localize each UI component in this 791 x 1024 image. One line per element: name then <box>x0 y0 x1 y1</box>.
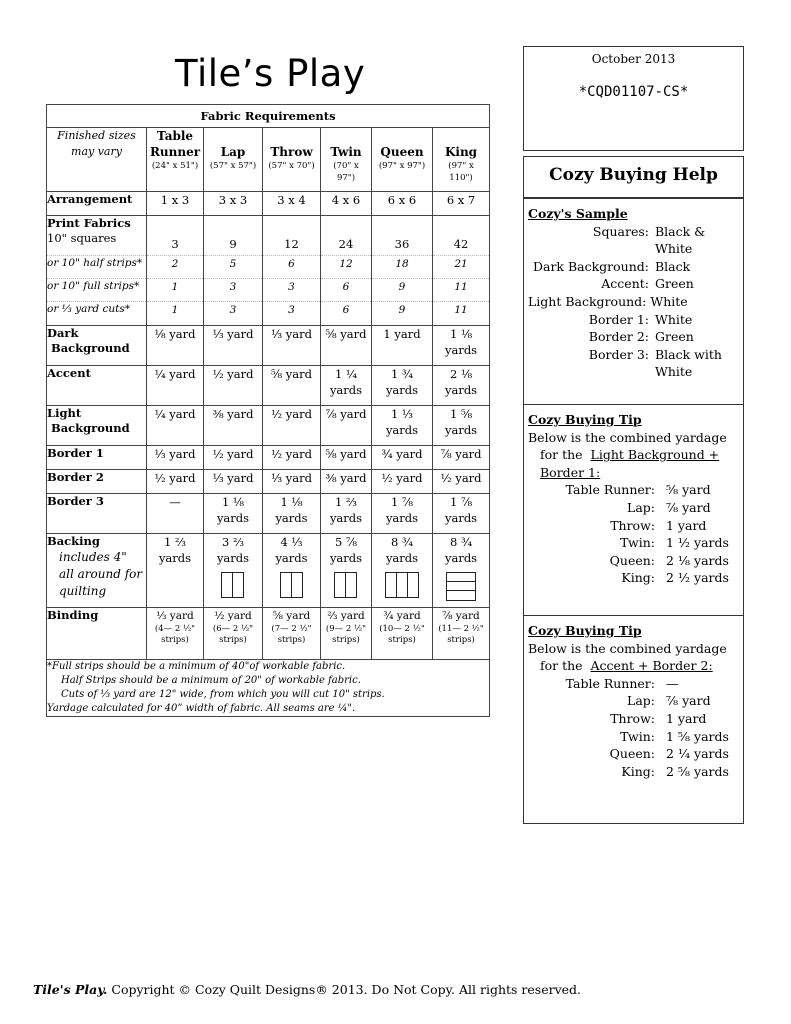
table-cell: 11 <box>433 302 490 326</box>
table-cell: 6 x 7 <box>433 192 490 216</box>
tip-item: Twin: 1 ½ yards <box>620 535 729 551</box>
section-heading: Cozy Buying Tip <box>528 623 642 638</box>
table-cell: 24 <box>321 216 372 256</box>
backing-panel-stack <box>446 572 476 601</box>
table-cell: 12 <box>263 216 321 256</box>
column-header-throw: Throw (57" x 70") <box>263 128 321 192</box>
backing-panel <box>345 572 357 598</box>
table-cell: 3 x 3 <box>204 192 263 216</box>
backing-panel-icon <box>372 572 432 598</box>
row-label: Binding <box>47 608 147 660</box>
table-cell: ¼ yard <box>147 406 204 446</box>
table-cell: ⅞ yard <box>321 406 372 446</box>
pattern-info-box <box>523 46 744 151</box>
backing-panel-icon <box>204 572 262 598</box>
row-label: Border 1 <box>47 446 147 470</box>
release-date: October 2013 <box>591 52 676 66</box>
table-cell: 8 ¾ yards <box>433 534 490 608</box>
table-cell: 1 ¼ yards <box>321 366 372 406</box>
table-cell: 1 ⅞ yards <box>433 494 490 534</box>
table-cell: 1 x 3 <box>147 192 204 216</box>
backing-panel-icon <box>433 572 489 601</box>
table-row-half-strips <box>47 256 490 279</box>
sample-item: Squares: Black & White <box>592 223 706 257</box>
table-cell: ¾ yard <box>372 446 433 470</box>
table-cell: 1 ¾ yards <box>372 366 433 406</box>
table-cell: 3 <box>204 302 263 326</box>
row-label: or 10" half strips* <box>47 256 147 279</box>
table-cell: 6 <box>321 279 372 302</box>
table-cell: 3 <box>204 279 263 302</box>
table-cell: ⅝ yard (7— 2 ½" strips) <box>263 608 321 660</box>
table-cell: ½ yard <box>372 470 433 494</box>
table-cell: 1 ⅛ yards <box>263 494 321 534</box>
table-cell: ¾ yard (10— 2 ½" strips) <box>372 608 433 660</box>
column-header-lap: Lap (57" x 57") <box>204 128 263 192</box>
table-cell: ⅓ yard <box>204 470 263 494</box>
column-header-table-runner: Table Runner (24" x 51") <box>147 128 204 192</box>
table-cell: 5 ⅞ yards <box>321 534 372 608</box>
table-row-border-3 <box>47 494 490 534</box>
row-label: Border 3 <box>47 494 147 534</box>
table-row-border-2 <box>47 470 490 494</box>
table-cell: 4 ⅓ yards <box>263 534 321 608</box>
sample-item: Dark Background: Black <box>532 258 691 274</box>
table-cell: 18 <box>372 256 433 279</box>
table-cell: 1 <box>147 302 204 326</box>
backing-panel-icon <box>263 572 320 598</box>
fabric-requirements-table <box>46 104 490 717</box>
table-footnotes: *Full strips should be a minimum of 40"of workable fabric. Half Strips should be a minimum of 20" of workable fabric. Cuts of ⅓ yard are 12" wide, from which you will cut 10" strips. Yardage calculated for 40” width of fabric. All seams are ¼". <box>47 660 490 717</box>
table-cell: 6 x 6 <box>372 192 433 216</box>
table-cell: 6 <box>321 302 372 326</box>
table-cell: 1 ⅔ yards <box>147 534 204 608</box>
tip-item: Table Runner: ⅝ yard <box>565 482 711 498</box>
row-label: Border 2 <box>47 470 147 494</box>
table-cell: 9 <box>204 216 263 256</box>
tip-item: Table Runner: — <box>565 675 679 691</box>
table-row-accent <box>47 366 490 406</box>
backing-panel <box>447 573 475 582</box>
table-row-border-1 <box>47 446 490 470</box>
table-cell: ½ yard <box>263 406 321 446</box>
table-cell: 21 <box>433 256 490 279</box>
table-row-backing <box>47 534 490 608</box>
table-row-light-background <box>47 406 490 446</box>
sample-item: Border 1: White <box>588 311 693 327</box>
backing-panel-icon <box>321 572 371 598</box>
cozy-sample-section <box>524 198 743 404</box>
row-label: Backing includes 4" all around for quilting <box>47 534 147 608</box>
section-heading: Cozy's Sample <box>528 206 628 221</box>
table-cell: 3 x 4 <box>263 192 321 216</box>
table-cell: 3 ⅔ yards <box>204 534 263 608</box>
table-cell: 5 <box>204 256 263 279</box>
table-cell: 9 <box>372 302 433 326</box>
table-cell: 2 <box>147 256 204 279</box>
row-label: Light Background <box>47 406 147 446</box>
row-label: Dark Background <box>47 326 147 366</box>
table-cell: 3 <box>263 302 321 326</box>
table-cell: 3 <box>147 216 204 256</box>
table-cell: 8 ¾ yards <box>372 534 433 608</box>
table-cell: ⅔ yard (9— 2 ½" strips) <box>321 608 372 660</box>
column-header-twin: Twin (70" x 97") <box>321 128 372 192</box>
backing-panel <box>291 572 303 598</box>
table-row-binding <box>47 608 490 660</box>
tip-item: Throw: 1 yard <box>610 710 707 726</box>
table-cell: 9 <box>372 279 433 302</box>
table-cell: 1 ⅝ yards <box>433 406 490 446</box>
table-cell: 6 <box>263 256 321 279</box>
backing-panel <box>447 582 475 591</box>
table-cell: ½ yard <box>433 470 490 494</box>
table-cell: 3 <box>263 279 321 302</box>
table-cell: ½ yard <box>147 470 204 494</box>
table-row-print-fabrics <box>47 216 490 256</box>
help-title: Cozy Buying Help <box>524 157 743 198</box>
table-row-arrangement <box>47 192 490 216</box>
table-cell: ⅓ yard <box>263 326 321 366</box>
table-cell: ½ yard <box>204 366 263 406</box>
buying-tip-section-2: Cozy Buying Tip Below is the combined yardage for the Accent + Border 2: Table Runner: — Lap: ⅞ yard Throw: 1 yard Twin: 1 ⅝ yards Queen: 2 ¼ yards King: 2 ⅝ yards <box>524 615 743 827</box>
table-cell: 12 <box>321 256 372 279</box>
row-label: or ⅓ yard cuts* <box>47 302 147 326</box>
table-cell: ⅛ yard <box>147 326 204 366</box>
buying-tip-section-1: Cozy Buying Tip Below is the combined yardage for the Light Background + Border 1: Table Runner: ⅝ yard Lap: ⅞ yard Throw: 1 yard Twin: 1 ½ yards Queen: 2 ⅛ yards King: 2 ½ yards <box>524 404 743 615</box>
column-header-king: King (97" x 110") <box>433 128 490 192</box>
table-cell: ⅝ yard <box>263 366 321 406</box>
row-label: or 10" full strips* <box>47 279 147 302</box>
table-cell: ¼ yard <box>147 366 204 406</box>
section-heading: Cozy Buying Tip <box>528 412 642 427</box>
table-cell: ⅞ yard (11— 2 ½" strips) <box>433 608 490 660</box>
table-cell: ⅝ yard <box>321 446 372 470</box>
tip-item: King: 2 ⅝ yards <box>621 763 729 779</box>
backing-panel <box>232 572 244 598</box>
table-cell: ½ yard <box>263 446 321 470</box>
table-cell: ⅝ yard <box>321 326 372 366</box>
table-cell: 2 ⅛ yards <box>433 366 490 406</box>
table-cell: 4 x 6 <box>321 192 372 216</box>
tip-item: Lap: ⅞ yard <box>627 693 711 709</box>
tip-item: Lap: ⅞ yard <box>627 499 711 515</box>
page-title: Tile’s Play <box>175 52 366 95</box>
table-cell: 1 ⅛ yards <box>433 326 490 366</box>
row-label: Arrangement <box>47 192 147 216</box>
table-cell: 42 <box>433 216 490 256</box>
table-cell: ⅓ yard <box>263 470 321 494</box>
table-row-full-strips <box>47 279 490 302</box>
backing-panel <box>447 591 475 600</box>
sample-item: Light Background: White <box>528 293 688 309</box>
cozy-buying-help-panel <box>523 156 744 824</box>
table-cell: 1 ⅔ yards <box>321 494 372 534</box>
row-label: Print Fabrics 10" squares <box>47 216 147 256</box>
table-cell: ⅜ yard <box>321 470 372 494</box>
table-cell: 1 ⅓ yards <box>372 406 433 446</box>
sample-item: Accent: Green <box>601 276 694 292</box>
table-cell: ⅞ yard <box>433 446 490 470</box>
tip-item: Twin: 1 ⅝ yards <box>620 728 729 744</box>
tip-item: Queen: 2 ¼ yards <box>609 746 729 762</box>
table-cell: 36 <box>372 216 433 256</box>
table-cell: ½ yard (6— 2 ½" strips) <box>204 608 263 660</box>
backing-panel <box>407 572 419 598</box>
table-row-dark-background <box>47 326 490 366</box>
tip-item: King: 2 ½ yards <box>621 570 729 586</box>
column-header-queen: Queen (97" x 97") <box>372 128 433 192</box>
table-cell: 1 <box>147 279 204 302</box>
table-caption: Fabric Requirements <box>47 105 490 128</box>
copyright-footer: Tile's Play. Copyright © Cozy Quilt Designs® 2013. Do Not Copy. All rights reserved. <box>33 982 582 997</box>
pattern-code: *CQD01107-CS* <box>578 84 689 100</box>
sample-item: Border 2: Green <box>588 329 694 345</box>
table-row-third-cuts <box>47 302 490 326</box>
table-cell: ½ yard <box>204 446 263 470</box>
table-cell: 1 ⅞ yards <box>372 494 433 534</box>
table-cell: ⅓ yard (4— 2 ½" strips) <box>147 608 204 660</box>
table-cell: ⅜ yard <box>204 406 263 446</box>
size-note: Finished sizes may vary <box>47 128 147 192</box>
table-cell: 11 <box>433 279 490 302</box>
tip-item: Throw: 1 yard <box>610 517 707 533</box>
table-cell: — <box>147 494 204 534</box>
row-label: Accent <box>47 366 147 406</box>
sample-item: Border 3: Black with White <box>588 346 722 380</box>
tip-item: Queen: 2 ⅛ yards <box>609 552 729 568</box>
table-cell: ⅓ yard <box>147 446 204 470</box>
table-cell: 1 ⅛ yards <box>204 494 263 534</box>
table-cell: 1 yard <box>372 326 433 366</box>
table-cell: ⅓ yard <box>204 326 263 366</box>
